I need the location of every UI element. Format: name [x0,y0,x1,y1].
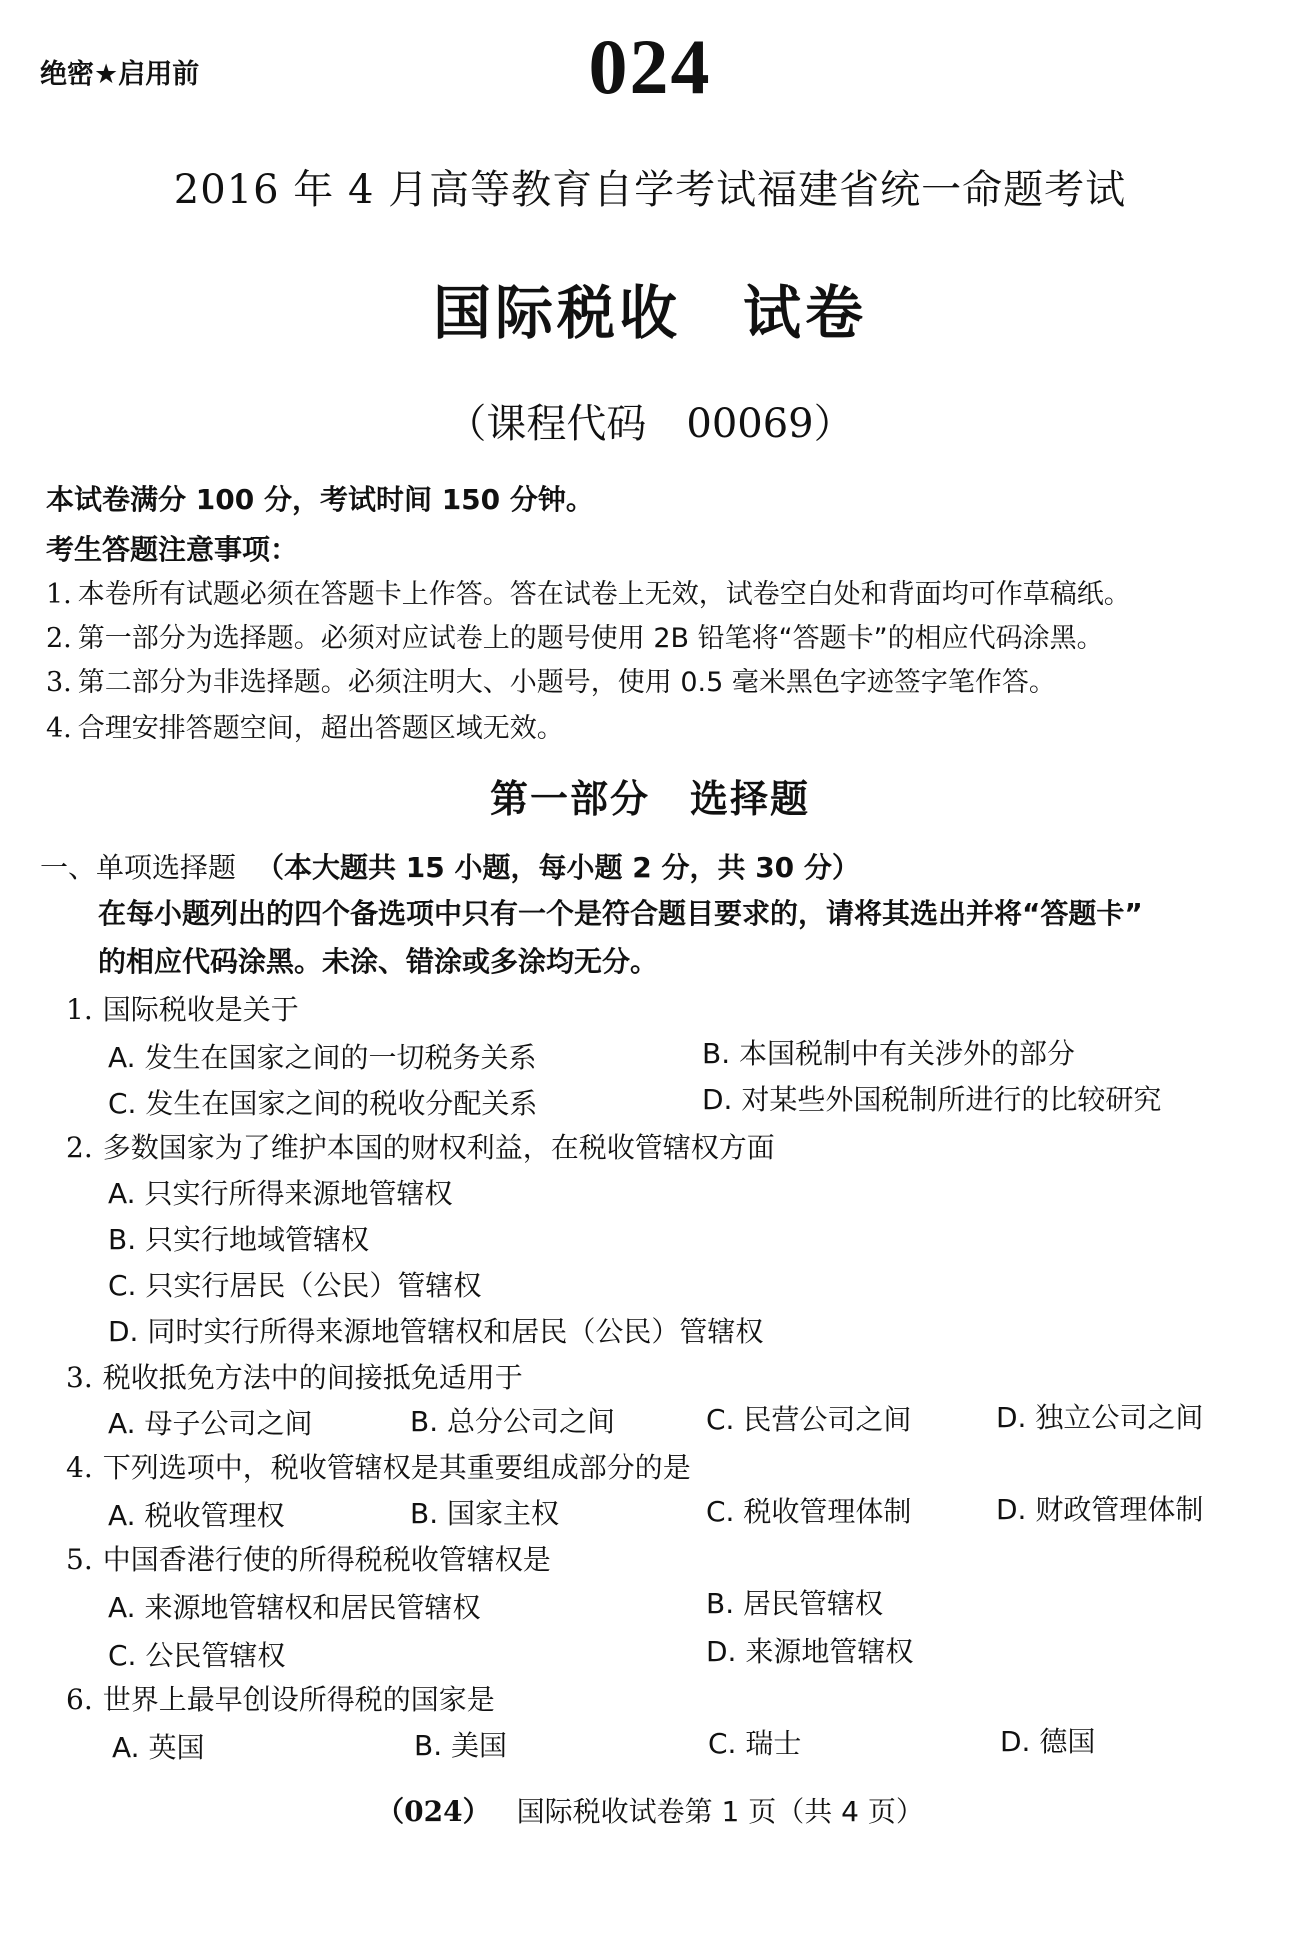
question-number: 6. [66,1683,93,1716]
score-time-note: 本试卷满分 100 分，考试时间 150 分钟。 [46,483,594,516]
option-b: B. 居民管辖权 [706,1587,884,1620]
section-heading-desc: （本大题共 15 小题，每小题 2 分，共 30 分） [256,851,860,884]
page-footer [0,1790,1300,1830]
footer-page-info: 国际税收试卷第 1 页（共 4 页） [516,1795,924,1828]
question-number: 3. [66,1361,93,1394]
course-code: （课程代码 00069） [446,401,854,447]
footer-paper-code: （024） [376,1795,491,1828]
option-a: A. 母子公司之间 [108,1407,313,1440]
rule-text: 合理安排答题空间，超出答题区域无效。 [77,713,564,744]
option-c: C. 只实行居民（公民）管辖权 [108,1269,482,1302]
question-text: 下列选项中，税收管辖权是其重要组成部分的是 [102,1451,691,1484]
question-text: 税收抵免方法中的间接抵免适用于 [102,1361,523,1394]
question-stem [66,1538,551,1578]
option-a: A. 只实行所得来源地管辖权 [108,1177,453,1210]
question-text: 中国香港行使的所得税税收管辖权是 [102,1543,551,1576]
section-intro-line: 在每小题列出的四个备选项中只有一个是符合题目要求的，请将其选出并将“答题卡” [98,897,1143,930]
paper-code: 024 [588,23,712,110]
section-intro-line: 的相应代码涂黑。未涂、错涂或多涂均无分。 [98,945,659,978]
option-b: B. 国家主权 [410,1497,560,1530]
rule-text: 第一部分为选择题。必须对应试卷上的题号使用 2B 铅笔将“答题卡”的相应代码涂黑。 [77,623,1104,654]
question-stem [66,988,299,1028]
section-heading [40,846,860,886]
option-d: D. 独立公司之间 [996,1401,1204,1434]
confidential-label: 绝密★启用前 [40,59,200,90]
notice-title: 考生答题注意事项： [46,533,299,566]
option-d: D. 对某些外国税制所进行的比较研究 [702,1083,1162,1116]
rule-item [46,706,564,745]
rule-text: 第二部分为非选择题。必须注明大、小题号，使用 0.5 毫米黑色字迹签字笔作答。 [77,667,1056,698]
option-d: D. 财政管理体制 [996,1493,1204,1526]
option-c: C. 民营公司之间 [706,1403,912,1436]
rule-number: 4. [46,713,72,744]
question-stem [66,1126,775,1166]
option-b: B. 本国税制中有关涉外的部分 [702,1037,1076,1070]
option-a: A. 发生在国家之间的一切税务关系 [108,1041,537,1074]
option-a: A. 英国 [112,1731,205,1764]
question-stem [66,1356,523,1396]
option-b: B. 美国 [414,1729,508,1762]
rule-number: 1. [46,579,72,610]
rule-item [46,572,1131,611]
question-text: 多数国家为了维护本国的财权利益，在税收管辖权方面 [102,1131,775,1164]
part-title: 第一部分 选择题 [489,777,810,821]
rule-number: 3. [46,667,72,698]
option-c: C. 发生在国家之间的税收分配关系 [108,1087,538,1120]
option-b: B. 总分公司之间 [410,1405,616,1438]
subject-title: 国际税收 试卷 [432,279,867,347]
option-b: B. 只实行地域管辖权 [108,1223,370,1256]
question-stem [66,1446,691,1486]
question-number: 2. [66,1131,93,1164]
option-d: D. 同时实行所得来源地管辖权和居民（公民）管辖权 [108,1315,764,1348]
question-number: 1. [66,993,93,1026]
exam-title: 2016 年 4 月高等教育自学考试福建省统一命题考试 [173,167,1127,213]
option-a: A. 税收管理权 [108,1499,285,1532]
option-a: A. 来源地管辖权和居民管辖权 [108,1591,481,1624]
option-c: C. 瑞士 [708,1727,802,1760]
rule-text: 本卷所有试题必须在答题卡上作答。答在试卷上无效，试卷空白处和背面均可作草稿纸。 [77,579,1131,610]
option-c: C. 税收管理体制 [706,1495,912,1528]
option-d: D. 德国 [1000,1725,1096,1758]
question-stem [66,1678,495,1718]
rule-number: 2. [46,623,72,654]
question-number: 4. [66,1451,93,1484]
rule-item [46,616,1104,655]
section-heading-title: 一、单项选择题 [40,851,237,884]
question-text: 世界上最早创设所得税的国家是 [102,1683,495,1716]
option-c: C. 公民管辖权 [108,1639,286,1672]
question-text: 国际税收是关于 [102,993,299,1026]
option-d: D. 来源地管辖权 [706,1635,914,1668]
rule-item [46,660,1056,699]
question-number: 5. [66,1543,93,1576]
